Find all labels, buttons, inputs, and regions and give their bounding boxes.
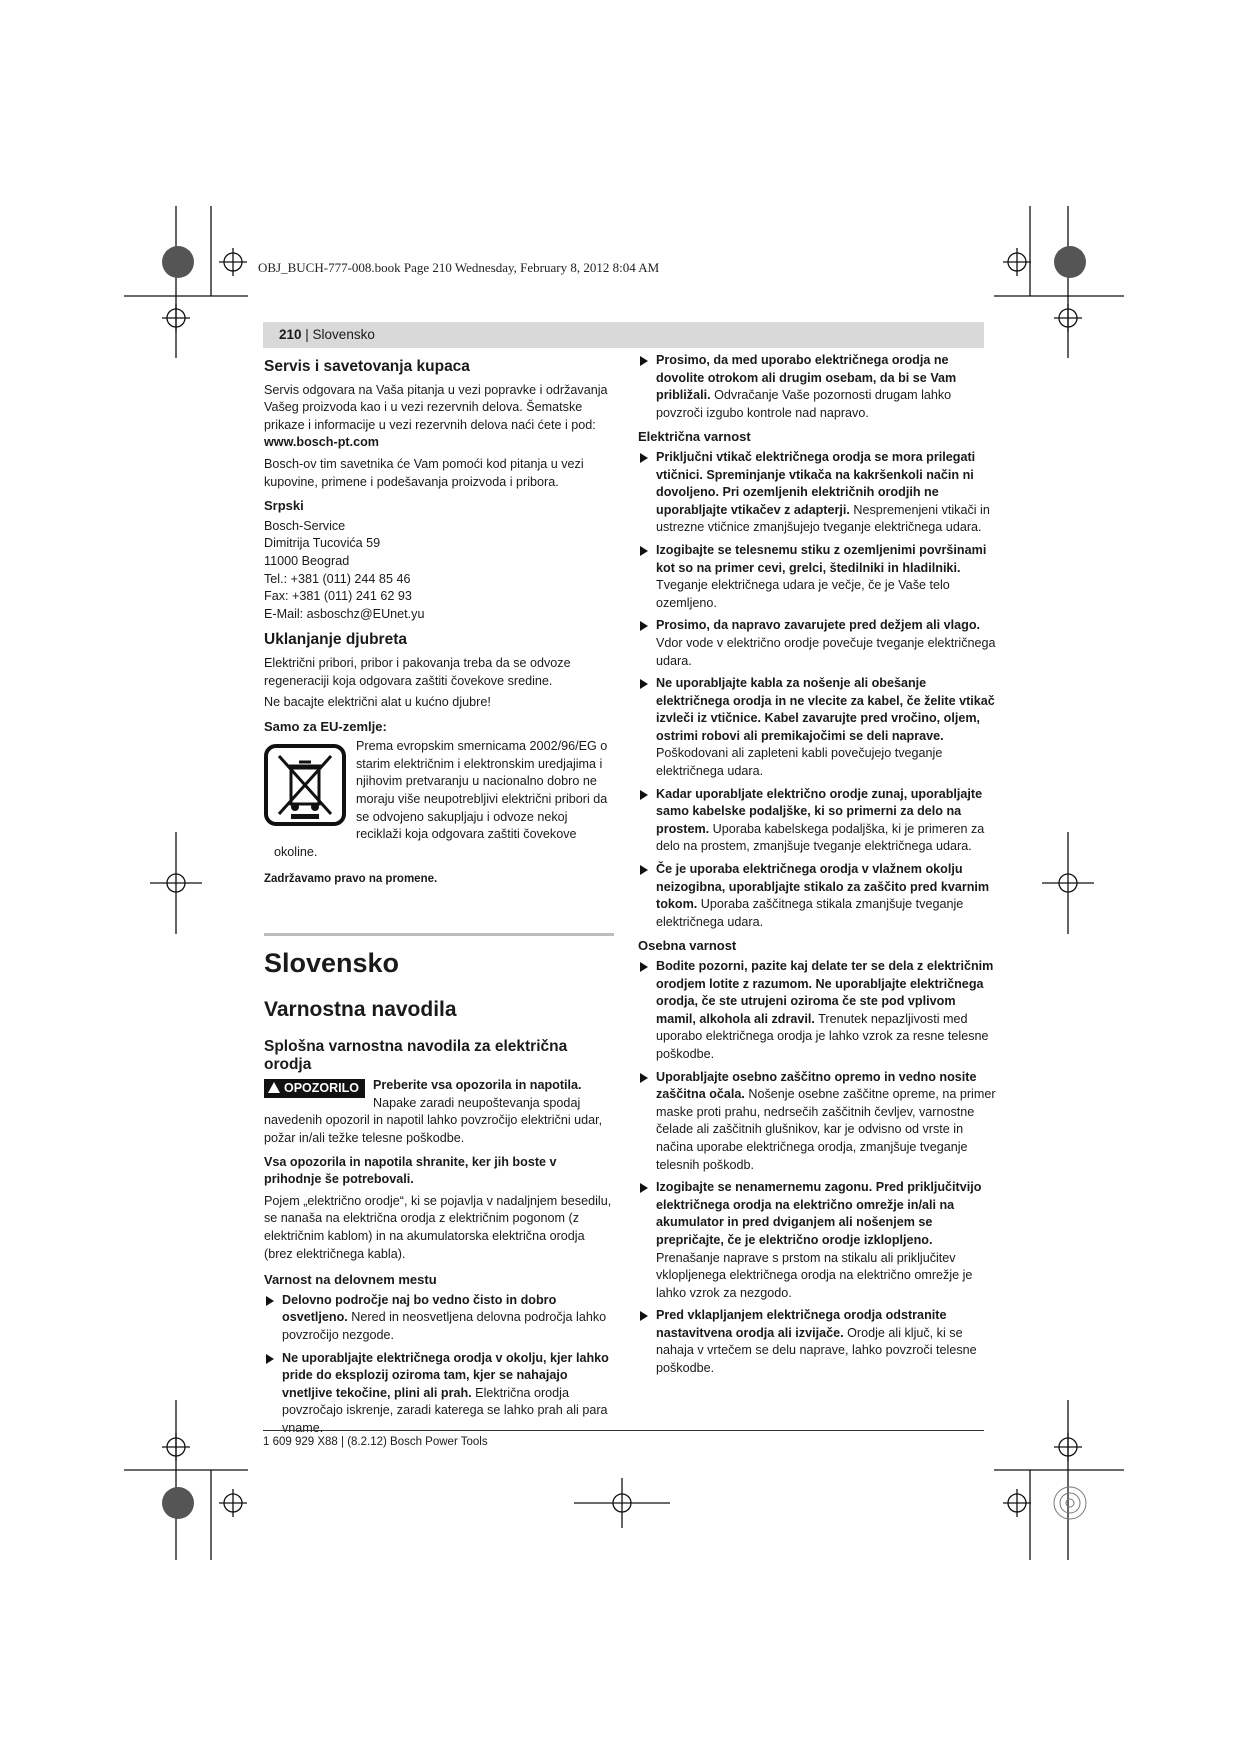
footer-divider — [263, 1430, 984, 1431]
address-email: E-Mail: asboschz@EUnet.yu — [264, 606, 425, 621]
osebna-heading: Osebna varnost — [638, 938, 737, 954]
varnostna-title: Varnostna navodila — [264, 998, 457, 1022]
page-number: 210 — [279, 327, 302, 342]
list-item: Bodite pozorni, pazite kaj delate ter se dela z električnim orodjem lotite z razumom. Ne uporabljajte električnega orodja, če ste utrujeni oziroma če ste pod vplivom mamil, alkohola ali zdravil. Trenutek nepazljivosti med uporabo električnega orodja je lahko vzrok za resne telesne poškodbe. — [638, 958, 998, 1064]
warning-triangle-icon — [268, 1082, 280, 1093]
print-header-line: OBJ_BUCH-777-008.book Page 210 Wednesday, February 8, 2012 8:04 AM — [258, 260, 660, 275]
pojem-paragraph: Pojem „električno orodje“, ki se pojavlja v nadaljnjem besedilu, se nanaša na električna orodja z električnim pogonom (z električnim kablom) in na akumulatorska električna orodja (brez električnega kabla). — [264, 1193, 612, 1261]
list-item: Ne uporabljajte kabla za nošenje ali obešanje električnega orodja in ne vlecite za kabel, če želite vtikač izvleči iz vtičnice. Kabel zavarujte pred vročino, oljem, ostrimi robovi ali premikajočimi se deli naprave. Poškodovani ali zapleteni kabli povečujejo tveganje električnega udara. — [638, 675, 998, 781]
servis-paragraph-2: Bosch-ov tim savetnika će Vam pomoći kod pitanja u vezi kupovine, primene i podešavanja proizvoda i pribora. — [264, 456, 584, 489]
triangle-bullet-icon — [640, 1183, 648, 1193]
uklanjanje-paragraph-1: Električni pribori, pribor i pakovanja treba da se odvoze regeneraciji koja odgovara zaštiti čovekove sredine. — [264, 655, 571, 688]
triangle-bullet-icon — [640, 1311, 648, 1321]
eu-heading: Samo za EU-zemlje: — [264, 718, 387, 734]
address-line: Dimitrija Tucovića 59 — [264, 536, 381, 551]
header-separator: | — [301, 327, 313, 342]
triangle-bullet-icon — [266, 1296, 274, 1306]
elektricna-heading: Električna varnost — [638, 429, 751, 445]
header-language: Slovensko — [312, 327, 375, 342]
list-item: Uporabljajte osebno zaščitno opremo in vedno nosite zaščitna očala. Nošenje osebne zaščitne opreme, na primer maske proti prahu, nedrsečih zaščitnih čevljev, varnostne čelade ali zaščitnih glušnikov, kar je odvisno od vrste in načina uporabe električnega orodja, zmanjšuje tveganje telesnih poškodb. — [638, 1069, 998, 1175]
list-item: Če je uporaba električnega orodja v vlažnem okolju neizogibna, uporabljajte stikalo za zaščito pred kvarnim tokom. Uporaba zaščitnega stikala zmanjšuje tveganje električnega udara. — [638, 861, 998, 931]
delovno-heading: Varnost na delovnem mestu — [264, 1272, 437, 1288]
left-column — [264, 352, 614, 1443]
reserve-note: Zadržavamo pravo na promene. — [264, 873, 438, 886]
uklanjanje-heading: Uklanjanje djubreta — [264, 631, 407, 649]
list-item: Prosimo, da med uporabo električnega orodja ne dovolite otrokom ali drugim osebam, da bi se Vam približali. Odvračanje Vaše pozornosti drugam lahko povzroči izgubo kontrole nad napravo. — [638, 352, 998, 422]
address-phone: Tel.: +381 (011) 244 85 46 — [264, 571, 411, 586]
servis-url[interactable]: www.bosch-pt.com — [264, 435, 379, 450]
warning-paragraph — [264, 1077, 614, 1147]
uklanjanje-paragraph-2: Ne bacajte električni alat u kućno djubre! — [264, 695, 491, 710]
triangle-bullet-icon — [266, 1354, 274, 1364]
section-divider — [264, 933, 614, 936]
triangle-bullet-icon — [640, 865, 648, 875]
crossed-out-wheelie-bin-icon — [264, 744, 346, 826]
address-fax: Fax: +381 (011) 241 62 93 — [264, 589, 412, 604]
page-header-bar — [263, 322, 984, 348]
triangle-bullet-icon — [640, 356, 648, 366]
triangle-bullet-icon — [640, 621, 648, 631]
splosna-heading: Splošna varnostna navodila za električna orodja — [264, 1038, 568, 1073]
shrani-note: Vsa opozorila in napotila shranite, ker jih boste v prihodnje še potrebovali. — [264, 1154, 557, 1187]
list-item: Ne uporabljajte električnega orodja v okolju, kjer lahko pride do eksplozij oziroma tam, kjer se nahajajo vnetljive tekočine, plini ali prah. Električna orodja povzročajo iskrenje, zaradi katerega se lahko prah ali para vname. — [264, 1350, 614, 1438]
triangle-bullet-icon — [640, 453, 648, 463]
list-item: Prosimo, da napravo zavarujete pred dežjem ali vlago. Vdor vode v električno orodje povečuje tveganje električnega udara. — [638, 617, 998, 670]
list-item: Pred vklapljanjem električnega orodja odstranite nastavitvena orodja ali izvijače. Orodje ali ključ, ki se nahaja v vrtečem se delu naprave, lahko povzroči telesne poškodbe. — [638, 1307, 998, 1377]
slovensko-title: Slovensko — [264, 948, 400, 979]
warning-text: Napake zaradi neupoštevanja spodaj navedenih opozoril in napotil lahko povzročijo električni udar, požar in/ali težke telesne poškodbe. — [264, 1095, 603, 1145]
warning-badge — [264, 1079, 365, 1098]
address-line: Bosch-Service — [264, 518, 346, 533]
list-item: Izogibajte se nenamernemu zagonu. Pred priključitvijo električnega orodja na električno omrežje in/ali na akumulator in pred dviganjem ali nošenjem se prepričajte, če je električno orodje izklopljeno. Prenašanje naprave s prstom na stikalu ali priključitev vklopljenega električnega orodja na električno omrežje je lahko vzrok za nezgodo. — [638, 1179, 998, 1302]
list-item: Priključni vtikač električnega orodja se mora prilegati vtičnici. Spreminjanje vtikača na kakršenkoli način ni dovoljeno. Pri ozemljenih električnih orodjih ne uporabljajte vtikačev z adapterji. Nespremenjeni vtikači in ustrezne vtičnice zmanjšujejo tveganje električnega udara. — [638, 449, 998, 537]
list-item: Delovno področje naj bo vedno čisto in dobro osvetljeno. Nered in neosvetljena delovna področja lahko povzročijo nezgode. — [264, 1292, 614, 1345]
triangle-bullet-icon — [640, 790, 648, 800]
right-column — [638, 352, 998, 1383]
servis-paragraph-1: Servis odgovara na Vaša pitanja u vezi popravke i održavanja Vašeg proizvoda kao i u vezi rezervnih delova. Šematske prikaze i informacije u vezi rezervnih delova naći ćete i pod: — [264, 382, 608, 432]
address-block — [264, 518, 614, 624]
triangle-bullet-icon — [640, 546, 648, 556]
triangle-bullet-icon — [640, 679, 648, 689]
list-item: Kadar uporabljate električno orodje zunaj, uporabljajte samo kabelske podaljške, ki so primerni za delo na prostem. Uporaba kabelskega podaljška, ki je primeren za delo na prostem, zmanjšuje tveganje električnega udara. — [638, 786, 998, 856]
address-line: 11000 Beograd — [264, 553, 350, 568]
triangle-bullet-icon — [640, 1073, 648, 1083]
warning-label: OPOZORILO — [284, 1081, 359, 1096]
footer-text: 1 609 929 X88 | (8.2.12) Bosch Power Tools — [263, 1436, 488, 1448]
servis-heading: Servis i savetovanja kupaca — [264, 358, 470, 375]
list-item: Izogibajte se telesnemu stiku z ozemljenimi površinami kot so na primer cevi, grelci, štedilniki in hladilniki. Tveganje električnega udara je večje, če je Vaše telo ozemljeno. — [638, 542, 998, 612]
eu-block — [264, 738, 614, 861]
warning-bold: Preberite vsa opozorila in napotila. — [373, 1078, 582, 1093]
srpski-heading: Srpski — [264, 498, 304, 514]
eu-text: Prema evropskim smernicama 2002/96/EG o starim električnim i elektronskim uredjajima i njihovim pretvaranju u nacionalno dobro ne moraju više neupotrebljivi električni pribori da se odvojeno sakupljaju i odvoze nekoj reciklaži koja odgovara zaštiti čovekove okoline. — [274, 739, 608, 859]
triangle-bullet-icon — [640, 962, 648, 972]
